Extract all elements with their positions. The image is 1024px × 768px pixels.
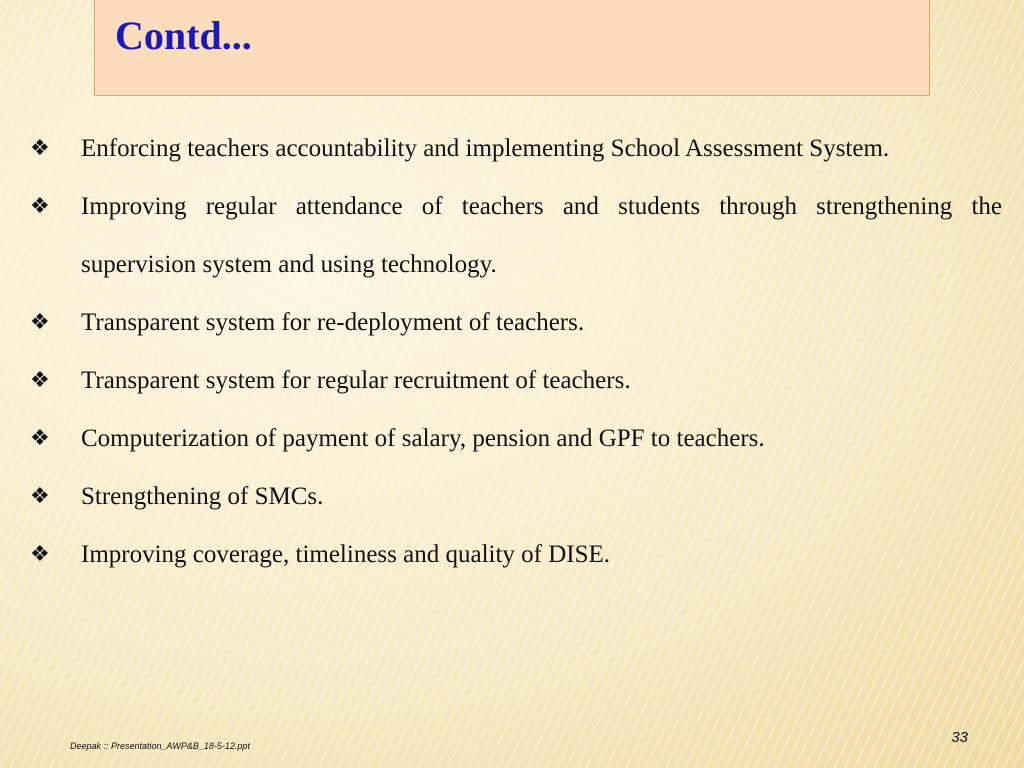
- list-item: [30, 526, 1002, 584]
- list-item: [30, 468, 1002, 526]
- diamond-bullet-icon: ❖: [30, 426, 50, 451]
- diamond-bullet-icon: ❖: [30, 136, 50, 161]
- bullet-text: Strengthening of SMCs.: [81, 483, 324, 510]
- bullet-text: Improving coverage, timeliness and quality of DISE.: [81, 541, 611, 568]
- diamond-bullet-icon: ❖: [30, 484, 50, 509]
- footer-filename: Deepak :: Presentation_AWP&B_18-5-12.ppt: [70, 741, 250, 751]
- list-item: [30, 120, 1002, 178]
- page-number: 33: [951, 729, 968, 746]
- diamond-bullet-icon: ❖: [30, 194, 50, 219]
- slide-title: Contd...: [115, 13, 252, 58]
- bullet-text: Improving regular attendance of teachers and students through strengthening the supervision system and using technology.: [81, 193, 1002, 278]
- bullet-text: Enforcing teachers accountability and implementing School Assessment System.: [81, 135, 890, 162]
- list-item: [30, 294, 1002, 352]
- diamond-bullet-icon: ❖: [30, 542, 50, 567]
- bullet-list: [30, 120, 1002, 584]
- list-item: [30, 410, 1002, 468]
- bullet-text: Transparent system for re-deployment of teachers.: [81, 309, 585, 336]
- title-box: [94, 0, 930, 96]
- diamond-bullet-icon: ❖: [30, 368, 50, 393]
- list-item: [30, 352, 1002, 410]
- diamond-bullet-icon: ❖: [30, 310, 50, 335]
- bullet-text: Computerization of payment of salary, pension and GPF to teachers.: [81, 425, 765, 452]
- bullet-text: Transparent system for regular recruitment of teachers.: [81, 367, 631, 394]
- list-item: [30, 178, 1002, 294]
